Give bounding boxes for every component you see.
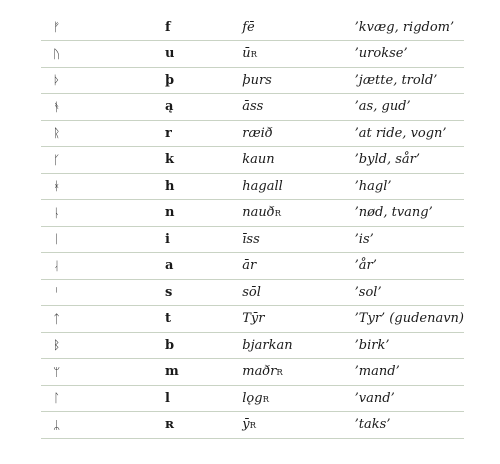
rune-meaning: ’taks’: [354, 417, 391, 433]
table-row: [41, 147, 464, 174]
rune-meaning: ’birk’: [354, 337, 390, 353]
latin-letter: f: [164, 19, 171, 35]
rune-meaning: ’mand’: [354, 364, 400, 380]
rune-glyph: ᛏ: [53, 311, 61, 326]
rune-name: [242, 173, 354, 200]
rune-name-text: āss: [242, 99, 264, 115]
rune-name: [242, 67, 354, 94]
latin-letter: k: [164, 152, 174, 168]
rune-table: [41, 14, 464, 439]
rune-name: [242, 41, 354, 68]
rune-meaning: ’sol’: [354, 284, 382, 300]
table-row: [41, 94, 464, 121]
table-row: [41, 253, 464, 280]
latin-letter: n: [164, 205, 175, 221]
latin-letter: t: [164, 311, 171, 327]
rune-name-text: kaun: [242, 152, 275, 168]
rune-name-text: Tȳr: [242, 311, 265, 327]
rune-name-text: maðr: [242, 364, 277, 380]
rune-glyph: ᛌ: [53, 285, 61, 300]
rune-meaning: ’Tyr’ (gudenavn): [354, 311, 464, 327]
rune-name: [242, 253, 354, 280]
table-row: [41, 412, 464, 439]
latin-letter: ą: [164, 99, 174, 115]
rune-name-text: sōl: [242, 284, 261, 300]
rune-name-text: lǫg: [242, 390, 263, 406]
rune-meaning: ’vand’: [354, 390, 395, 406]
table-row: [41, 306, 464, 333]
latin-letter: þ: [164, 72, 175, 88]
rune-glyph: ᚼ: [53, 179, 61, 194]
rune-name: [242, 147, 354, 174]
rune-name: [242, 385, 354, 412]
rune-name-suffix: R: [274, 209, 282, 220]
rune-glyph: ᚿ: [53, 205, 61, 220]
rune-meaning: ’hagl’: [354, 178, 392, 194]
rune-name-text: fē: [242, 19, 255, 35]
rune-meaning: ’kvæg, rigdom’: [354, 19, 455, 35]
rune-glyph: ᚴ: [53, 152, 61, 167]
rune-name-text: īss: [242, 231, 260, 247]
rune-name-text: hagall: [242, 178, 283, 194]
latin-letter: m: [164, 364, 179, 380]
rune-name-suffix: R: [249, 421, 257, 432]
rune-name-suffix: R: [276, 368, 283, 379]
table-row: [41, 41, 464, 68]
rune-meaning: ’is’: [354, 231, 374, 247]
table-row: [41, 359, 464, 386]
rune-name-suffix: R: [262, 394, 270, 405]
rune-glyph: ᚢ: [53, 46, 61, 61]
rune-name: [242, 359, 354, 386]
rune-name: [242, 200, 354, 227]
rune-meaning: ’as, gud’: [354, 99, 411, 115]
rune-meaning: ’urokse’: [354, 46, 408, 62]
rune-name-text: ræið: [242, 125, 273, 141]
table-row: [41, 226, 464, 253]
latin-letter: b: [164, 337, 175, 353]
table-row: [41, 67, 464, 94]
table-row: [41, 279, 464, 306]
table-row: [41, 200, 464, 227]
rune-glyph: ᛆ: [53, 258, 61, 273]
latin-letter: l: [164, 390, 170, 406]
rune-glyph: ᛘ: [53, 364, 61, 379]
rune-name-text: ȳ: [242, 417, 250, 433]
rune-name: [242, 120, 354, 147]
rune-glyph: ᚬ: [53, 99, 61, 114]
rune-meaning: ’at ride, vogn’: [354, 125, 447, 141]
rune-name: [242, 306, 354, 333]
rune-name-suffix: R: [250, 50, 258, 61]
rune-glyph: ᛒ: [53, 338, 61, 353]
table-row: [41, 120, 464, 147]
rune-meaning: ’jætte, trold’: [354, 72, 438, 88]
latin-letter: u: [164, 46, 175, 62]
latin-letter: s: [164, 284, 173, 300]
rune-name-text: bjarkan: [242, 337, 293, 353]
latin-letter: h: [164, 178, 175, 194]
rune-name-text: ū: [242, 46, 251, 62]
rune-name: [242, 14, 354, 41]
rune-name: [242, 279, 354, 306]
latin-letter: i: [164, 231, 170, 247]
latin-letter: r: [164, 125, 172, 141]
rune-name-text: ār: [242, 258, 257, 274]
table-row: [41, 173, 464, 200]
rune-glyph: ᚠ: [53, 20, 61, 34]
rune-meaning: ’år’: [354, 258, 377, 274]
rune-name-text: nauð: [242, 205, 275, 221]
rune-name: [242, 412, 354, 439]
latin-letter: a: [164, 258, 174, 274]
table-row: [41, 385, 464, 412]
rune-name: [242, 94, 354, 121]
rune-name: [242, 226, 354, 253]
latin-letter: ʀ: [164, 417, 174, 433]
rune-meaning: ’byld, sår’: [354, 152, 420, 168]
rune-name: [242, 332, 354, 359]
rune-glyph: ᛁ: [53, 232, 61, 247]
table-row: [41, 14, 464, 41]
rune-meaning: ’nød, tvang’: [354, 205, 433, 221]
rune-glyph: ᚱ: [53, 126, 61, 141]
rune-glyph: ᛚ: [53, 391, 61, 406]
rune-glyph: ᚦ: [53, 73, 61, 88]
table-row: [41, 332, 464, 359]
rune-glyph: ᛦ: [53, 417, 61, 432]
rune-name-text: þurs: [242, 72, 272, 88]
